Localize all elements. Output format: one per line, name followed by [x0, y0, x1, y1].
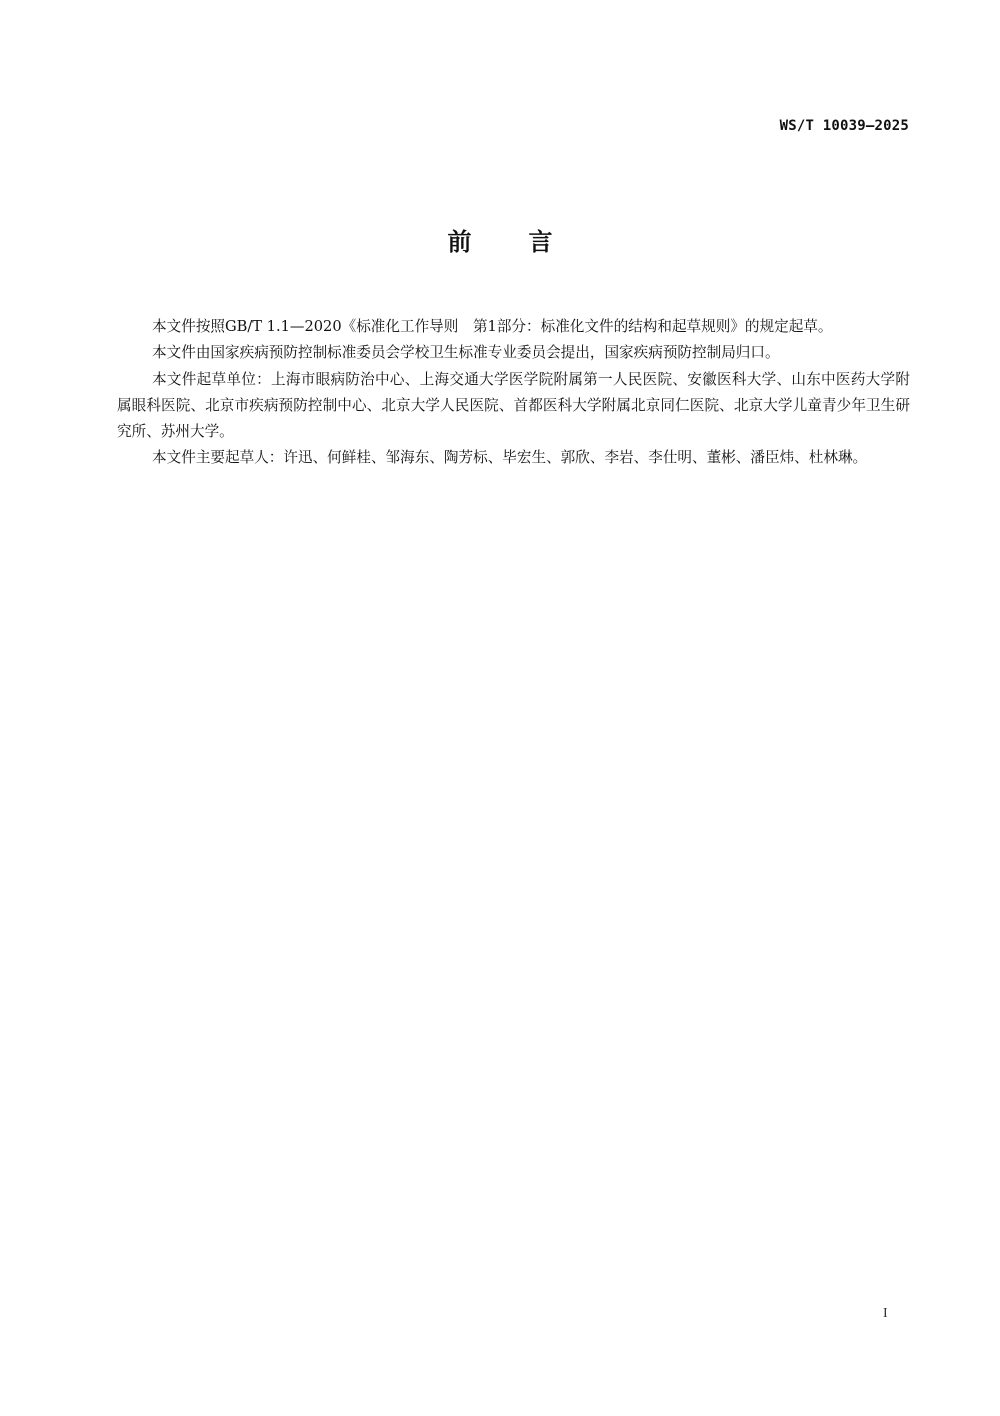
paragraph-drafting-units: 本文件起草单位：上海市眼病防治中心、上海交通大学医学院附属第一人民医院、安徽医科大学、山东中医药大学附属眼科医院、北京市疾病预防控制中心、北京大学人民医院、首都医科大学附属北京同仁医院、北京大学儿童青少年卫生研究所、苏州大学。 — [117, 370, 910, 441]
paragraph-drafters: 本文件主要起草人：许迅、何鲜桂、邹海东、陶芳标、毕宏生、郭欣、李岩、李仕明、董彬、潘臣炜、杜林琳。 — [152, 449, 868, 467]
title-char-2: 言 — [528, 228, 553, 256]
foreword-body — [117, 314, 910, 472]
title-char-1: 前 — [447, 228, 472, 256]
paragraph-proposer: 本文件由国家疾病预防控制标准委员会学校卫生标准专业委员会提出，国家疾病预防控制局归口。 — [152, 344, 780, 362]
page-title — [0, 222, 1000, 257]
page-number: I — [883, 1306, 888, 1321]
paragraph-drafting-rules: 本文件按照GB/T 1.1—2020《标准化工作导则 第1部分：标准化文件的结构和起草规则》的规定起草。 — [152, 318, 833, 335]
document-code: WS/T 10039—2025 — [779, 118, 909, 134]
